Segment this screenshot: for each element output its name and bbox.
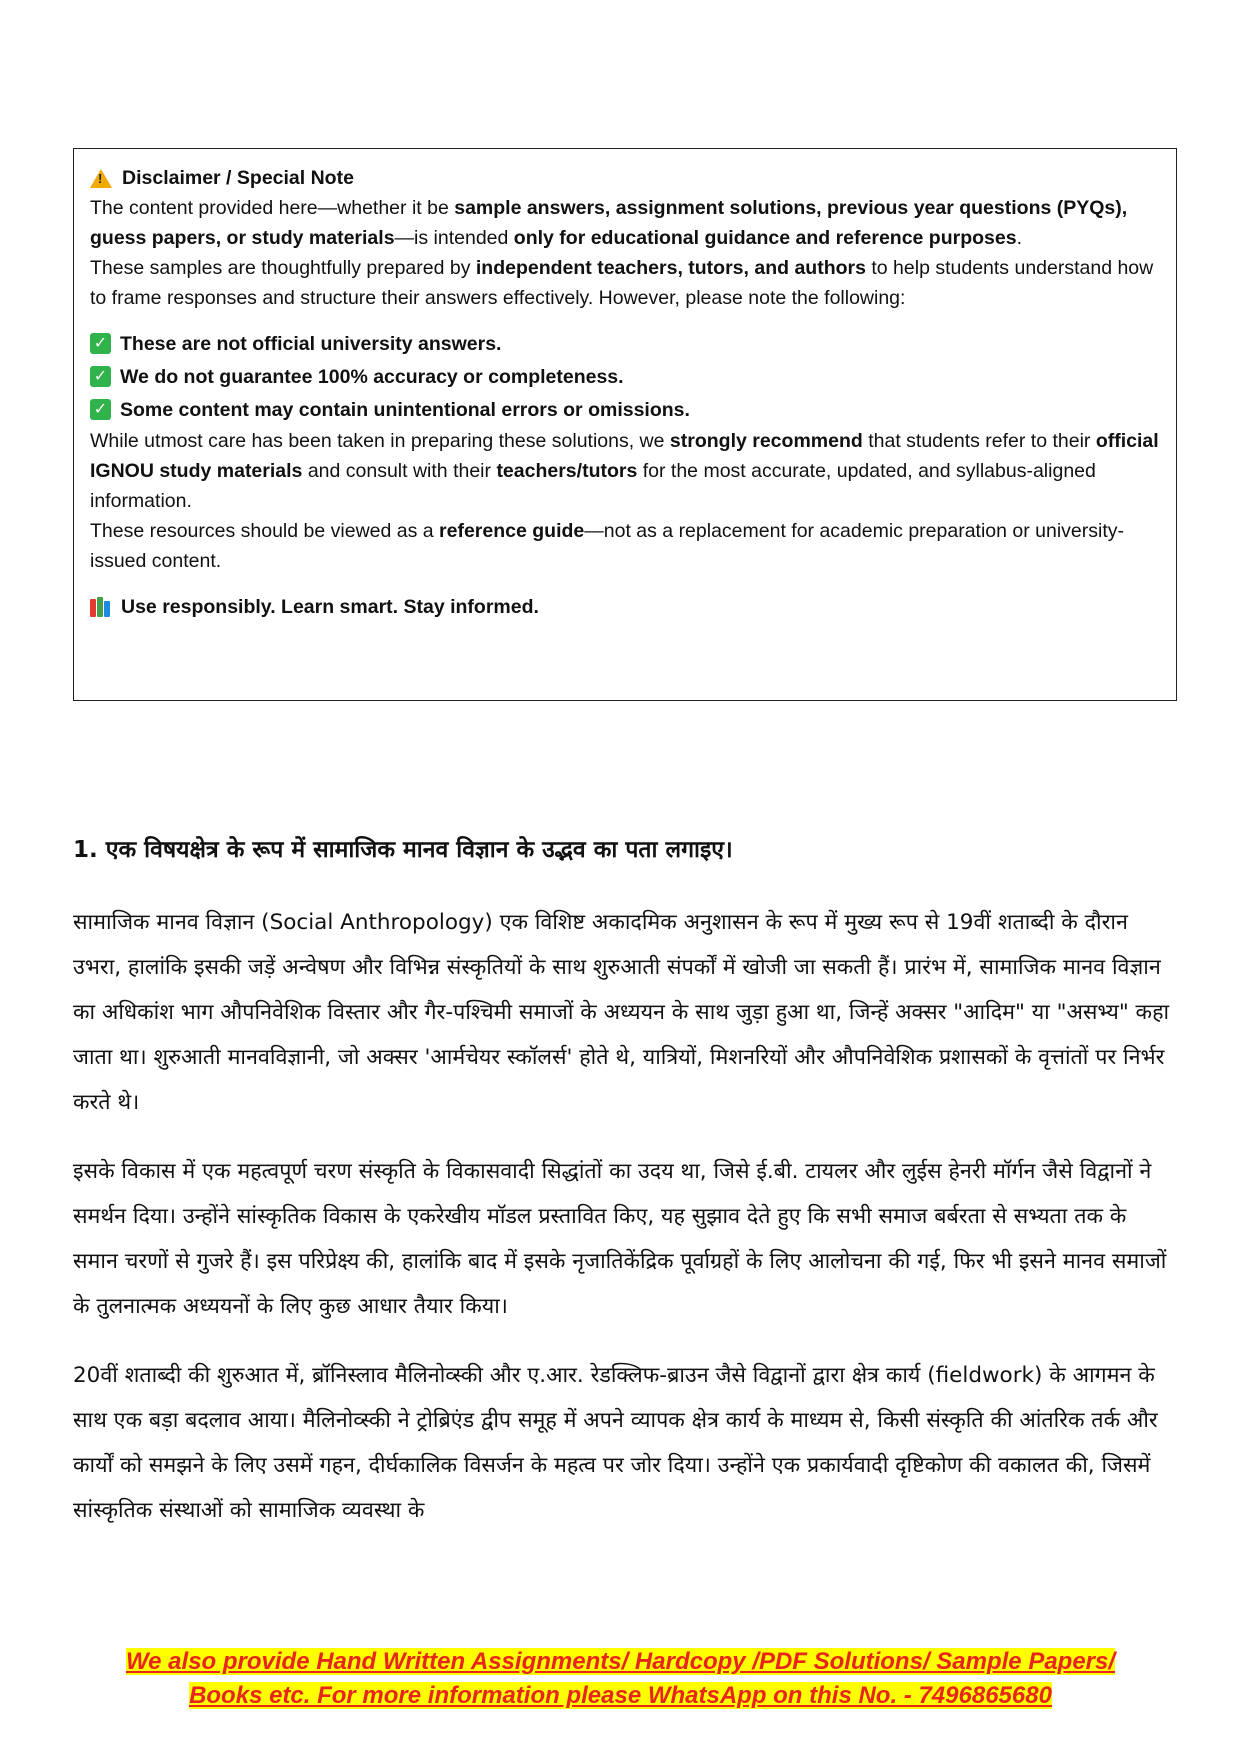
answer-paragraph: सामाजिक मानव विज्ञान (Social Anthropology) एक विशिष्ट अकादमिक अनुशासन के रूप में मुख्य रूप से 19वीं शताब्दी के दौरान उभरा, हालांकि इसकी जड़ें अन्वेषण और विभिन्न संस्कृतियों के साथ शुरुआती संपर्कों में खोजी जा सकती हैं। प्रारंभ में, सामाजिक मानव विज्ञान का अधिकांश भाग औपनिवेशिक विस्तार और गैर-पश्चिमी समाजों के अध्ययन के साथ जुड़ा हुआ था, जिन्हें अक्सर "आदिम" या "असभ्य" कहा जाता था। शुरुआती मानवविज्ञानी, जो अक्सर 'आर्मचेयर स्कॉलर्स' होते थे, यात्रियों, मिशनरियों और औपनिवेशिक प्रशासकों के वृत्तांतों पर निर्भर करते थे। — [73, 910, 1170, 1115]
text: —is intended — [394, 227, 514, 249]
disclaimer-box — [73, 148, 1177, 701]
text: —not as a replacement for academic preparation or university-issued content. — [90, 520, 1125, 572]
text: . — [1016, 227, 1023, 249]
question-heading: 1. एक विषयक्षेत्र के रूप में सामाजिक मानव विज्ञान के उद्भव का पता लगाइए। — [73, 837, 733, 863]
check-item-text: We do not guarantee 100% accuracy or completeness. — [120, 365, 624, 388]
promo-line-2: Books etc. For more information please WhatsApp on this No. - 7496865680 — [189, 1682, 1052, 1709]
check-item-text: Some content may contain unintentional errors or omissions. — [120, 398, 690, 421]
check-mark-icon: ✓ — [90, 399, 111, 420]
answer-paragraph: इसके विकास में एक महत्वपूर्ण चरण संस्कृति के विकासवादी सिद्धांतों का उदय था, जिसे ई.बी. टायलर और लुईस हेनरी मॉर्गन जैसे विद्वानों ने समर्थन दिया। उन्होंने सांस्कृतिक विकास के एकरेखीय मॉडल प्रस्तावित किए, यह सुझाव देते हुए कि सभी समाज बर्बरता से सभ्यता तक के समान चरणों से गुजरे हैं। इस परिप्रेक्ष्य की, हालांकि बाद में इसके नृजातिकेंद्रिक पूर्वाग्रहों के लिए आलोचना की गई, फिर भी इसने मानव समाजों के तुलनात्मक अध्ययनों के लिए कुछ आधार तैयार किया। — [73, 1159, 1167, 1319]
bold-text: teachers/tutors — [496, 460, 638, 482]
check-list — [90, 327, 1160, 426]
promo-line-1: We also provide Hand Written Assignments/ Hardcopy /PDF Solutions/ Sample Papers/ — [125, 1648, 1116, 1675]
check-item-text: These are not official university answers. — [120, 332, 502, 355]
answer-body — [73, 900, 1177, 1557]
disclaimer-paragraph-3 — [90, 426, 1160, 516]
bold-text: strongly recommend — [669, 430, 863, 452]
answer-paragraph: 20वीं शताब्दी की शुरुआत में, ब्रॉनिस्लाव मैलिनोव्स्की और ए.आर. रेडक्लिफ-ब्राउन जैसे विद्वानों द्वारा क्षेत्र कार्य (fieldwork) के आगमन के साथ एक बड़ा बदलाव आया। मैलिनोव्स्की ने ट्रोब्रिएंड द्वीप समूह में अपने व्यापक क्षेत्र कार्य के माध्यम से, किसी संस्कृति की आंतरिक तर्क और कार्यों को समझने के लिए उसमें गहन, दीर्घकालिक विसर्जन के महत्व पर जोर दिया। उन्होंने एक प्रकार्यवादी दृष्टिकोण की वकालत की, जिसमें सांस्कृतिक संस्थाओं को सामाजिक व्यवस्था के — [73, 1363, 1158, 1523]
check-item — [90, 327, 1160, 360]
text: and consult with their — [302, 460, 497, 482]
text: to help students understand how to frame responses and structure their answers effectively. However, please note the following: — [90, 257, 1154, 309]
disclaimer-paragraph-4 — [90, 516, 1160, 576]
text: that students refer to their — [862, 430, 1096, 452]
text: for the most accurate, updated, and syllabus-aligned information. — [90, 460, 1096, 512]
warning-icon — [90, 169, 112, 188]
disclaimer-footer-text: Use responsibly. Learn smart. Stay informed. — [121, 596, 539, 618]
bold-text: sample answers, assignment solutions, previous year questions (PYQs), guess papers, or study materials — [90, 197, 1128, 249]
disclaimer-heading — [90, 163, 1160, 193]
bold-text: reference guide — [439, 520, 585, 542]
check-item — [90, 393, 1160, 426]
bold-text: official IGNOU study materials — [90, 430, 1159, 482]
check-item — [90, 360, 1160, 393]
check-mark-icon: ✓ — [90, 366, 111, 387]
bold-text: only for educational guidance and reference purposes — [513, 227, 1017, 249]
check-mark-icon: ✓ — [90, 333, 111, 354]
text: The content provided here—whether it be — [90, 197, 455, 219]
disclaimer-title: Disclaimer / Special Note — [122, 167, 354, 189]
disclaimer-paragraph-2 — [90, 253, 1160, 313]
text: These samples are thoughtfully prepared by — [90, 257, 476, 279]
text: These resources should be viewed as a — [90, 520, 440, 542]
promo-banner — [0, 1645, 1241, 1713]
disclaimer-footer — [90, 592, 1160, 622]
text: While utmost care has been taken in preparing these solutions, we — [90, 430, 670, 452]
books-icon — [90, 597, 112, 617]
bold-text: independent teachers, tutors, and authors — [475, 257, 866, 279]
disclaimer-paragraph-1 — [90, 193, 1160, 253]
